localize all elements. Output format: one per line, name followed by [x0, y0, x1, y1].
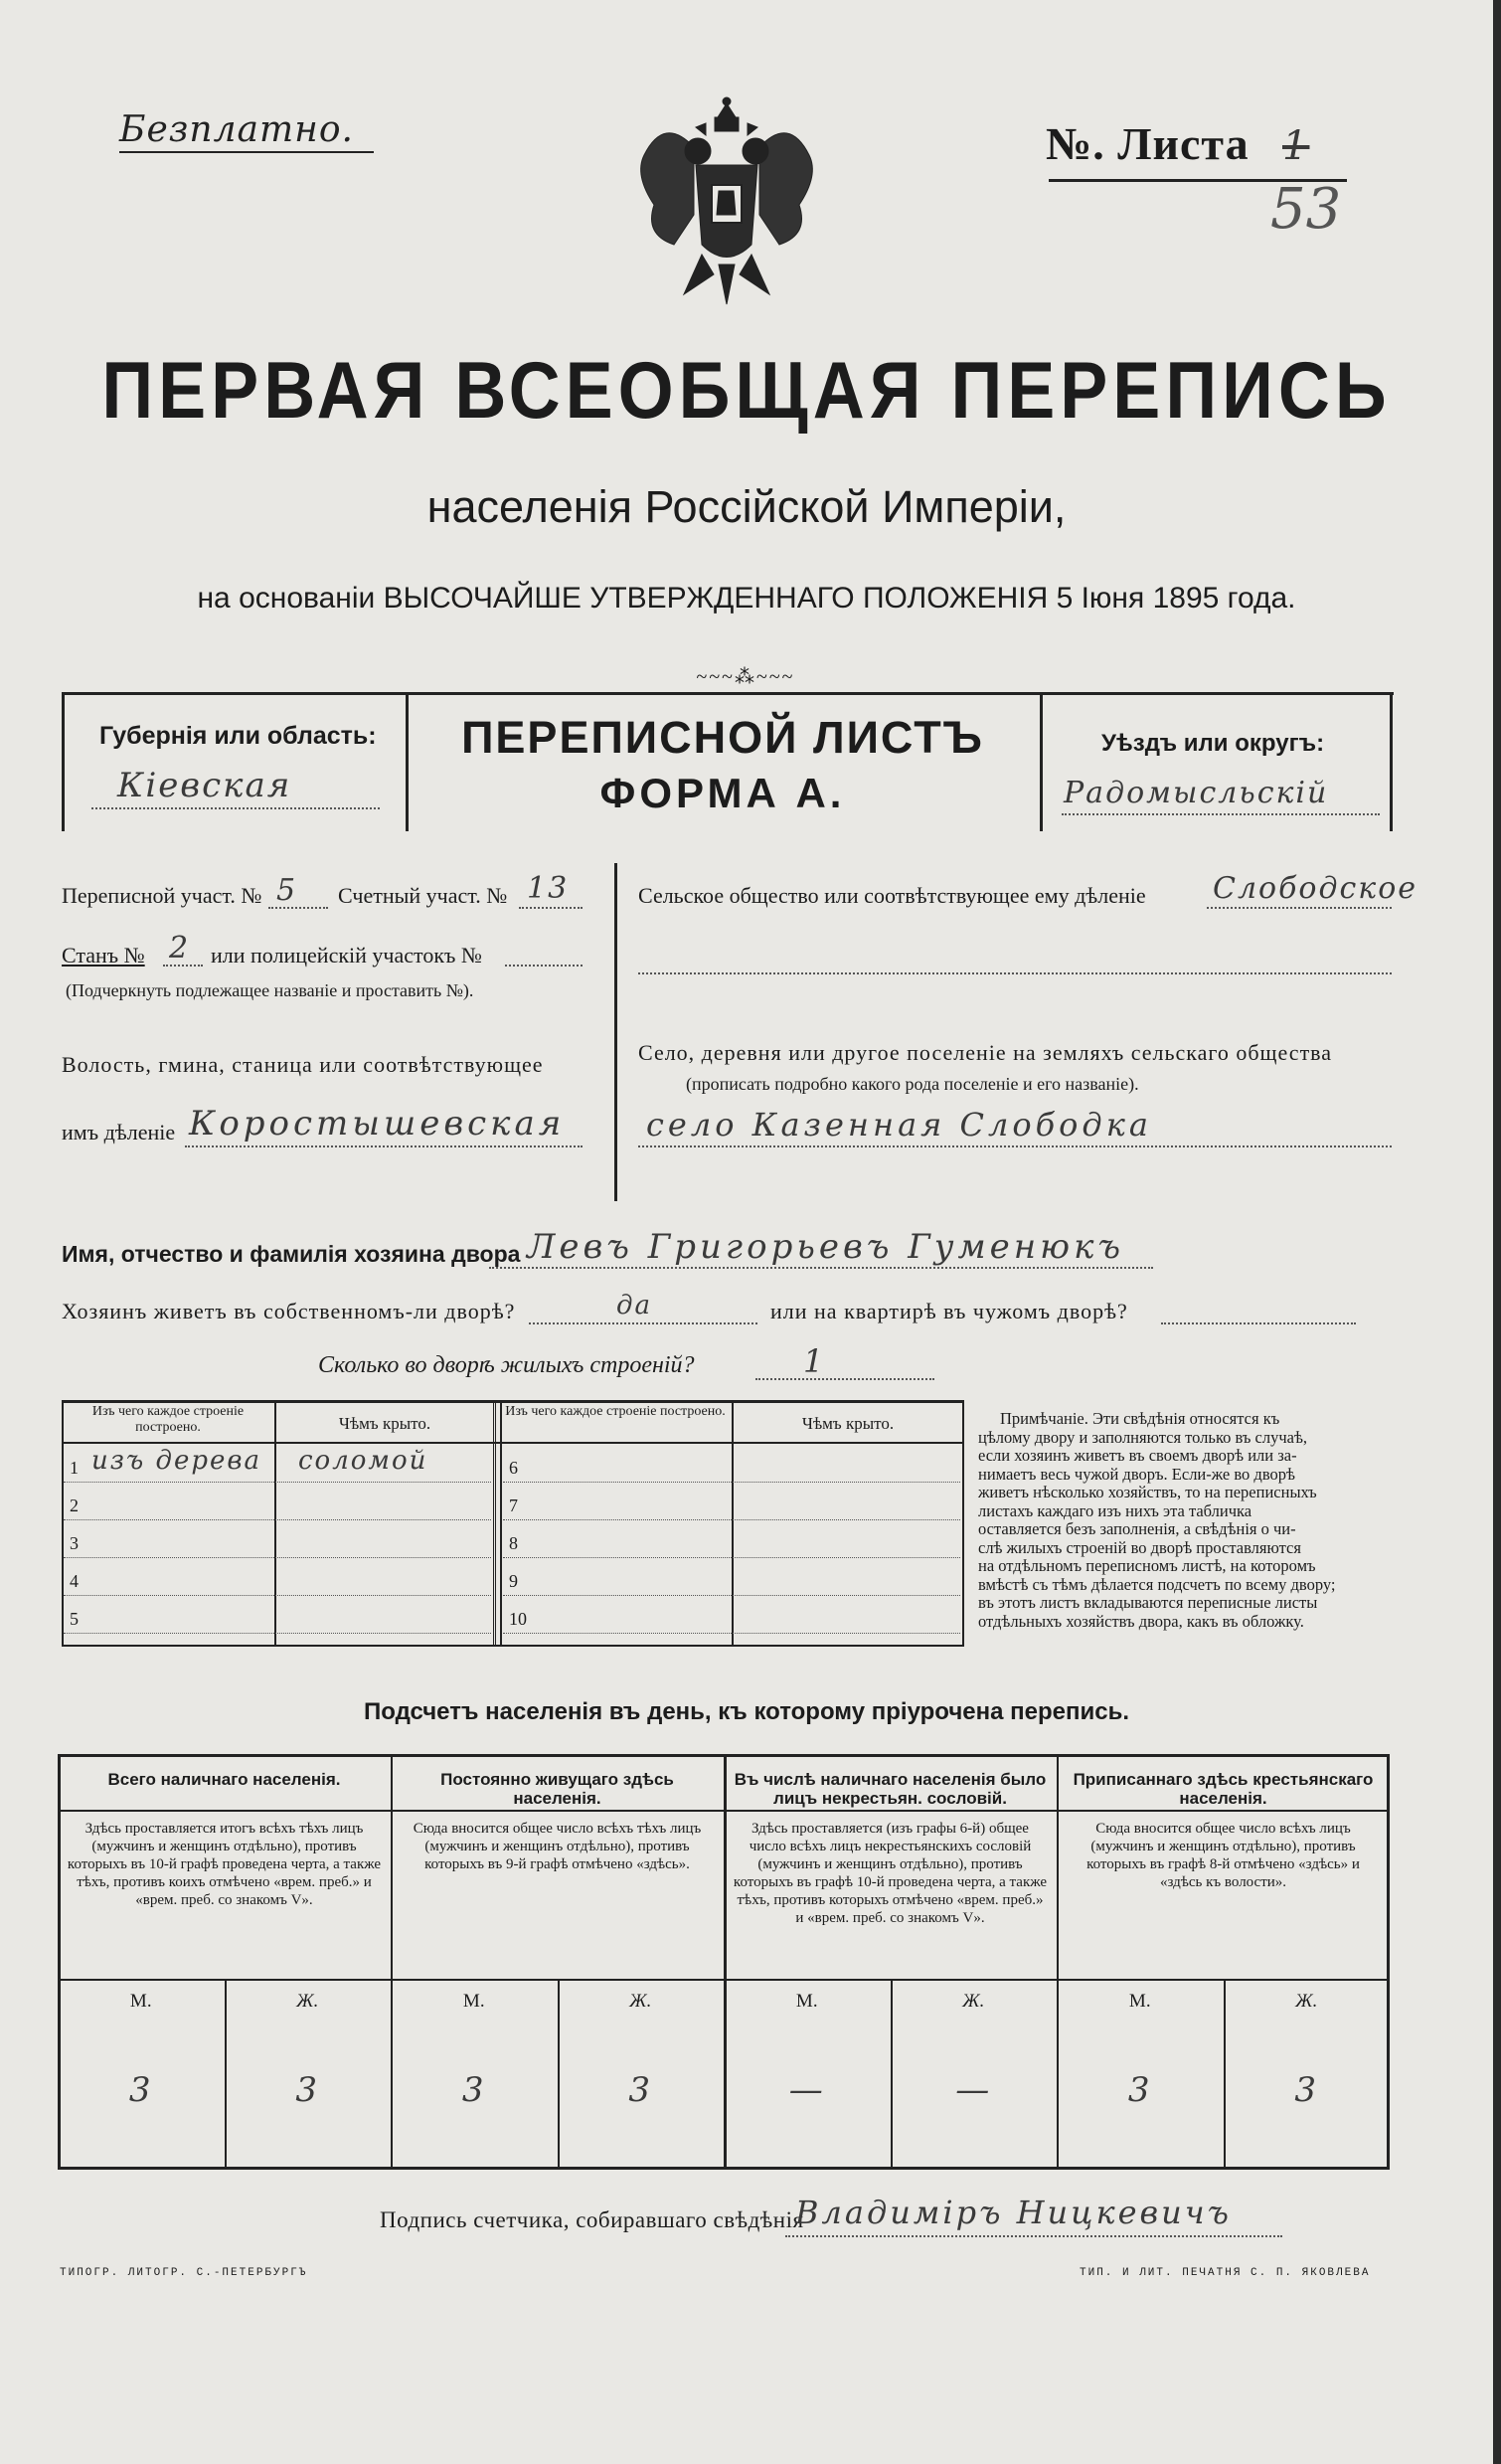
form-box-right-edge — [1390, 692, 1393, 831]
buildings-row-rule — [64, 1633, 491, 1634]
volost-label-2: имъ дѣленіе — [62, 1120, 176, 1144]
count-col-desc: Здѣсь проставляется (изъ графы 6-й) общее число всѣхъ лицъ некрестьянскихъ сословій (мужчинъ и женщинъ отдѣльно), противъ которыхъ въ графѣ 10-й проведена черта, а также тѣхъ, противъ которыхъ отмѣчено «врем. преб.» и «врем. преб. со знакомъ V». — [733, 1821, 1048, 1926]
buildings-row-rule — [503, 1519, 960, 1520]
count-col-f-value: 3 — [295, 2070, 320, 2110]
count-title-rule — [58, 1810, 1390, 1812]
buildings-row-number: 6 — [509, 1458, 518, 1478]
uezd-label: Уѣздъ или округъ: — [1101, 730, 1325, 757]
count-col-m-value: 3 — [461, 2070, 486, 2110]
census-district-value: 5 — [276, 873, 298, 908]
village-rule — [638, 1145, 1392, 1147]
count-district-rule — [519, 907, 583, 909]
volost-label-1: Волость, гмина, станица или соотвѣтствующее — [62, 1052, 544, 1077]
census-subtitle: населенія Россійской Имперіи, — [426, 481, 1067, 532]
buildings-table-left — [62, 1400, 64, 1647]
census-district-rule — [268, 907, 328, 909]
community-rule-2 — [638, 972, 1392, 974]
buildings-row-rule — [503, 1482, 960, 1483]
count-heading: Подсчетъ населенія въ день, къ которому пріурочена перепись. — [364, 1698, 1129, 1725]
buildings-label: Сколько во дворѣ жилыхъ строеній? — [318, 1352, 695, 1378]
owner-name-value: Левъ Григорьевъ Гуменюкъ — [527, 1227, 1125, 1267]
note-line: слѣ жилыхъ строеній во дворѣ проставляются — [978, 1537, 1301, 1557]
uezd-value: Радомысльскій — [1064, 776, 1329, 810]
buildings-left-col-divider — [274, 1400, 276, 1647]
note-line: если хозяинъ живетъ въ своемъ дворѣ или за- — [978, 1446, 1297, 1465]
buildings-row-rule — [64, 1557, 491, 1558]
count-col-title: Въ числѣ наличнаго населенія было лицъ некрестьян. сословій. — [734, 1770, 1047, 1808]
signature-rule — [785, 2235, 1282, 2237]
note-line: въ этотъ листъ вкладываются переписные листы — [978, 1593, 1318, 1612]
owner-lives-rule — [529, 1322, 757, 1324]
form-box-divider-right — [1040, 692, 1043, 831]
count-col-f-label: Ж. — [629, 1991, 652, 2012]
buildings-row-material: изъ дерева — [91, 1446, 262, 1476]
buildings-material-header-right: Изъ чего каждое строеніе построено. — [505, 1404, 726, 1419]
community-value: Слободское — [1213, 871, 1418, 906]
count-col-f-label: Ж. — [1295, 1991, 1318, 2012]
police-note: (Подчеркнуть подлежащее названіе и проставить №). — [66, 980, 474, 1000]
count-col-m-label: М. — [795, 1991, 818, 2012]
owner-lives-value: да — [616, 1291, 652, 1320]
volost-value: Коростышевская — [189, 1104, 566, 1144]
gubernia-label: Губернія или область: — [99, 722, 377, 750]
count-col-title: Постоянно живущаго здѣсь населенія. — [440, 1770, 674, 1808]
count-col-desc: Сюда вносится общее число всѣхъ лицъ (мужчинъ и женщинъ отдѣльно), противъ которыхъ въ графѣ 8-й отмѣчено «здѣсь» и «здѣсь къ волости». — [1086, 1821, 1360, 1890]
count-district-value: 13 — [527, 871, 570, 906]
note-line: цѣлому двору и заполняются только въ случаѣ, — [978, 1427, 1308, 1447]
count-col-f-label: Ж. — [962, 1991, 985, 2012]
note-line: листахъ каждаго изъ нихъ эта табличка — [978, 1500, 1252, 1520]
buildings-right-col-divider — [732, 1400, 734, 1647]
buildings-row-number: 9 — [509, 1571, 518, 1591]
buildings-roof-header-left: Чѣмъ крыто. — [338, 1414, 431, 1433]
note-line: оставляется безъ заполненія, а свѣдѣнія о чи- — [978, 1519, 1296, 1538]
free-label-underline — [119, 151, 374, 153]
police-label: или полицейскій участокъ № — [211, 943, 482, 968]
note-line: вмѣстѣ съ тѣмъ дѣлается подсчетъ по всему двору; — [978, 1574, 1336, 1594]
buildings-row-number: 2 — [70, 1496, 79, 1515]
stan-label: Станъ № — [62, 943, 145, 968]
count-col-m-label: М. — [462, 1991, 485, 2012]
police-rule — [505, 965, 583, 967]
count-col-m-value: 3 — [128, 2070, 153, 2110]
buildings-bottom-rule — [62, 1645, 962, 1647]
buildings-header-rule — [62, 1442, 962, 1444]
volost-rule — [185, 1145, 583, 1147]
note-line: живетъ нѣсколько хозяйствъ, то на переписныхъ — [978, 1483, 1317, 1501]
count-col-m-label: М. — [129, 1991, 152, 2012]
note-line: на отдѣльномъ переписномъ листѣ, на которомъ — [978, 1556, 1316, 1575]
census-basis: на основаніи ВЫСОЧАЙШЕ УТВЕРЖДЕННАГО ПОЛОЖЕНІЯ 5 Іюня 1895 года. — [197, 582, 1296, 615]
ornament-divider: ~~~⁂~~~ — [696, 666, 795, 688]
count-col-f-label: Ж. — [296, 1991, 319, 2012]
count-district-label: Счетный участ. № — [338, 883, 508, 908]
village-note: (прописать подробно какого рода поселеніе и его названіе). — [686, 1074, 1139, 1094]
count-col-f-value: — — [955, 2070, 992, 2110]
buildings-value: 1 — [803, 1342, 826, 1380]
count-col-desc: Здѣсь проставляется итогъ всѣхъ тѣхъ лицъ (мужчинъ и женщинъ отдѣльно), противъ которыхъ въ 10-й графѣ проведена черта, а также тѣхъ, противъ коихъ отмѣчено «врем. преб.» и «врем. преб. со знакомъ V». — [67, 1821, 382, 1908]
buildings-row-rule — [503, 1633, 960, 1634]
stan-value: 2 — [169, 931, 191, 966]
count-col-title: Приписаннаго здѣсь крестьянскаго населенія. — [1073, 1770, 1374, 1808]
census-main-title: ПЕРВАЯ ВСЕОБЩАЯ ПЕРЕПИСЬ — [101, 346, 1392, 436]
buildings-row-rule — [503, 1595, 960, 1596]
count-col-m-value: — — [788, 2070, 825, 2110]
village-value: село Казенная Слободка — [646, 1106, 1152, 1144]
buildings-roof-header-right: Чѣмъ крыто. — [801, 1414, 895, 1433]
buildings-row-number: 10 — [509, 1609, 527, 1629]
free-label: Безплатно. — [119, 109, 354, 150]
buildings-note — [978, 1410, 1396, 1631]
buildings-row-number: 4 — [70, 1571, 79, 1591]
buildings-row-number: 7 — [509, 1496, 518, 1515]
middle-divider — [614, 863, 617, 1201]
count-col-f-value: 3 — [1294, 2070, 1319, 2110]
count-col-title: Всего наличнаго населенія. — [107, 1770, 341, 1789]
note-line: нимаетъ весь чужой дворъ. Если-же во дворѣ — [978, 1464, 1295, 1484]
census-district-label: Переписной участ. № — [62, 883, 262, 908]
form-box-top-border — [62, 692, 1394, 695]
stan-rule — [163, 965, 203, 967]
count-col-m-label: М. — [1128, 1991, 1151, 2012]
buildings-row-number: 1 — [70, 1458, 79, 1478]
buildings-row-number: 3 — [70, 1533, 79, 1553]
buildings-table-right — [962, 1400, 964, 1647]
buildings-row-rule — [64, 1595, 491, 1596]
buildings-rule — [755, 1378, 934, 1380]
imperial-eagle-emblem — [624, 95, 829, 308]
community-rule — [1207, 907, 1392, 909]
buildings-row-roof: соломой — [298, 1446, 428, 1476]
form-title: ФОРМА А. — [599, 770, 846, 816]
owner-name-rule — [489, 1267, 1153, 1269]
buildings-row-rule — [503, 1557, 960, 1558]
note-line: отдѣльныхъ хозяйствъ двора, какъ въ обложку. — [978, 1611, 1304, 1631]
count-col-desc: Сюда вносится общее число всѣхъ тѣхъ лицъ (мужчинъ и женщинъ отдѣльно), противъ которыхъ въ 9-й графѣ отмѣчено «здѣсь». — [413, 1821, 702, 1872]
pencil-page-number: 53 — [1270, 177, 1342, 242]
form-box-left-edge — [62, 692, 65, 831]
buildings-table-middle — [493, 1400, 502, 1647]
count-col-m-value: 3 — [1127, 2070, 1152, 2110]
buildings-table-top — [62, 1400, 962, 1403]
signature-value: Владиміръ Ницкевичъ — [795, 2194, 1232, 2231]
sheet-number-struck: 1 — [1282, 123, 1310, 169]
count-col-f-value: 3 — [628, 2070, 653, 2110]
left-imprint: ТИПОГР. ЛИТОГР. С.-ПЕТЕРБУРГЪ — [60, 2267, 308, 2279]
gubernia-rule — [91, 807, 380, 809]
sheet-number-label: №. Листа — [1046, 118, 1250, 169]
apartment-rule — [1161, 1322, 1356, 1324]
apartment-label: или на квартирѣ въ чужомъ дворѣ? — [770, 1299, 1128, 1323]
buildings-material-header-left: Изъ чего каждое строеніе построено. — [91, 1404, 245, 1435]
buildings-row-rule — [64, 1519, 491, 1520]
owner-lives-label: Хозяинъ живетъ въ собственномъ-ли дворѣ? — [62, 1299, 516, 1323]
buildings-row-number: 8 — [509, 1533, 518, 1553]
right-imprint: ТИП. И ЛИТ. ПЕЧАТНЯ С. П. ЯКОВЛЕВА — [1080, 2267, 1371, 2279]
village-label: Село, деревня или другое поселеніе на земляхъ сельскаго общества — [638, 1040, 1333, 1065]
note-line: Примѣчаніе. Эти свѣдѣнія относятся къ — [1000, 1409, 1280, 1428]
gubernia-value: Кіевская — [117, 766, 292, 805]
signature-label: Подпись счетчика, собиравшаго свѣдѣнія — [380, 2207, 804, 2232]
owner-name-label: Имя, отчество и фамилія хозяина двора — [62, 1241, 521, 1267]
uezd-rule — [1062, 813, 1380, 815]
buildings-row-rule — [64, 1482, 491, 1483]
buildings-row-number: 5 — [70, 1609, 79, 1629]
sheet-title: ПЕРЕПИСНОЙ ЛИСТЪ — [461, 712, 984, 763]
community-label: Сельское общество или соотвѣтствующее ему дѣленіе — [638, 883, 1146, 908]
